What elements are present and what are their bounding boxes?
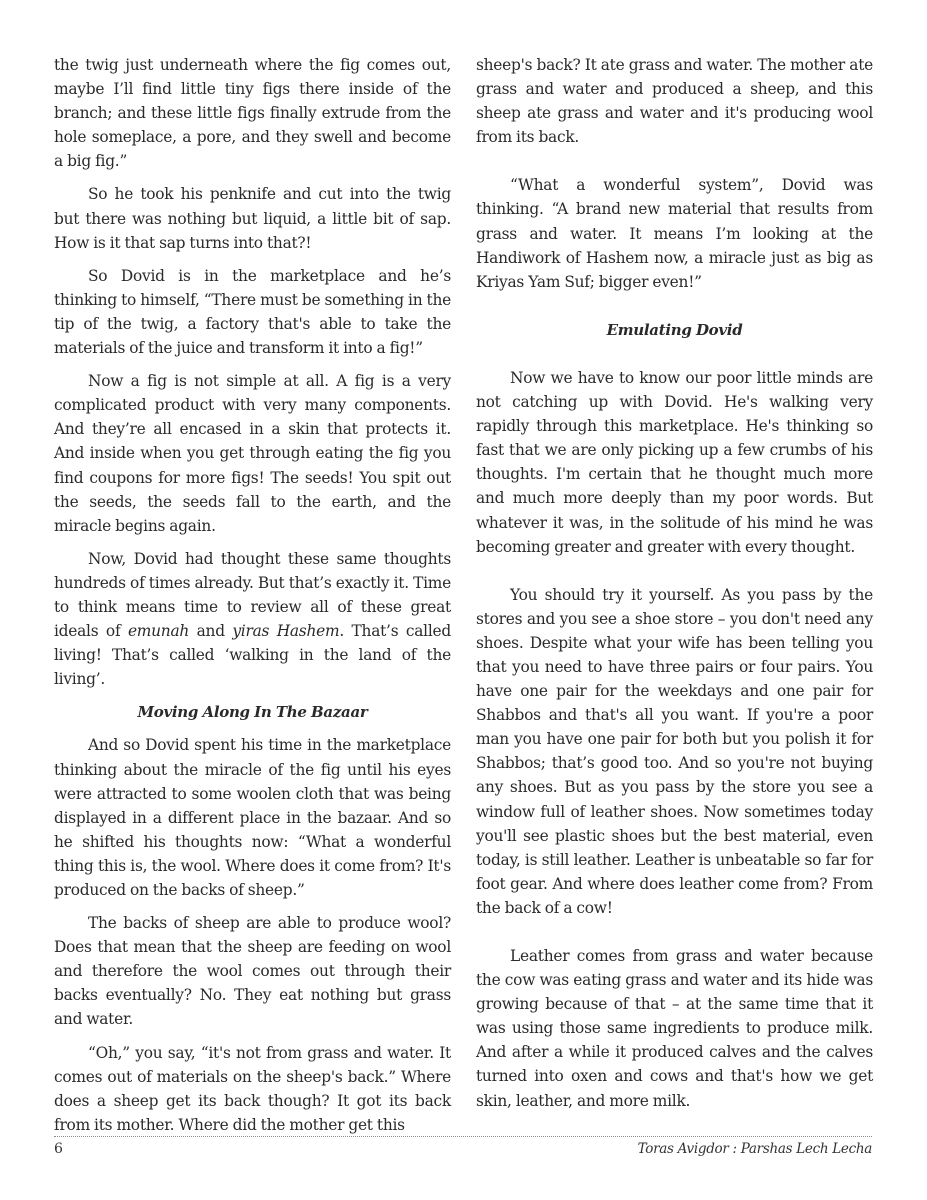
text-run: Now, Dovid had thought these same thoughts hundreds of times already. But that’s exactly it. Time to think means time to review all of these great ideals of — [54, 549, 451, 641]
text-run: . That’s called living! That’s called ‘walking in the land of the living’. — [54, 622, 451, 689]
page-number: 6 — [54, 1141, 63, 1157]
paragraph: Now a fig is not simple at all. A fig is a very complicated product with very many components. And they’re all encased in a skin that protects it. And inside when you get through eating the fig you find coupons for more figs! The seeds! You spit out the seeds, the seeds fall to the earth, and the miracle begins again. — [54, 372, 451, 535]
section-heading: Moving Along In The Bazaar — [137, 703, 368, 722]
paragraph: sheep's back? It ate grass and water. The mother ate grass and water and produced a sheep, and this sheep ate grass and water and it's producing wool from its back. — [476, 56, 873, 147]
right-column — [476, 53, 873, 1122]
paragraph: “Oh,” you say, “it's not from grass and water. It comes out of materials on the sheep's back.” Where does a sheep get its back though? It got its back from its mother. Where did the mother get this — [54, 1043, 451, 1134]
paragraph: So Dovid is in the marketplace and he’s thinking to himself, “There must be something in the tip of the twig, a factory that's able to take the materials of the juice and transform it into a fig!” — [54, 266, 451, 358]
footer-divider — [54, 1136, 872, 1137]
italic-term: yiras Hashem — [232, 622, 340, 641]
paragraph: Leather comes from grass and water because the cow was eating grass and water and its hide was growing because of that – at the same time that it was using those same ingredients to produce milk. And after a while it produced calves and the calves turned into oxen and cows and that's how we get skin, leather, and more milk. — [476, 947, 873, 1110]
running-title: Toras Avigdor : Parshas Lech Lecha — [637, 1141, 872, 1157]
left-column — [54, 53, 451, 1146]
paragraph: The backs of sheep are able to produce wool? Does that mean that the sheep are feeding on wool and therefore the wool comes out through their backs eventually? No. They eat nothing but grass and water. — [54, 914, 451, 1029]
paragraph: “What a wonderful system”, Dovid was thinking. “A brand new material that results from grass and water. It means I’m looking at the Handiwork of Hashem now, a miracle just as big as Kriyas Yam Suf; bigger even!” — [476, 176, 873, 291]
paragraph: the twig just underneath where the fig comes out, maybe I’ll find little tiny figs there inside of the branch; and these little figs finally extrude from the hole someplace, a pore, and they swell and become a big fig.” — [54, 56, 451, 171]
paragraph: And so Dovid spent his time in the marketplace thinking about the miracle of the fig until his eyes were attracted to some woolen cloth that was being displayed in a different place in the bazaar. And so he shifted his thoughts now: “What a wonderful thing this is, the wool. Where does it come from? It's produced on the backs of sheep.” — [54, 736, 451, 899]
paragraph: You should try it yourself. As you pass by the stores and you see a shoe store – you don't need any shoes. Despite what your wife has been telling you that you need to have three pairs or four pairs. You have one pair for the weekdays and one pair for Shabbos and that's all you want. If you're a poor man you have one pair for both but you polish it for Shabbos; that’s good too. And so you're not buying any shoes. But as you pass by the store you see a window full of leather shoes. Now sometimes today you'll see plastic shoes but the best material, even today, is still leather. Leather is unbeatable so far for foot gear. And where does leather come from? From the back of a cow! — [476, 585, 873, 917]
paragraph: Now we have to know our poor little minds are not catching up with Dovid. He's walking very rapidly through this marketplace. He's thinking so fast that we are only picking up a few crumbs of his thoughts. I'm certain that he thought much more and much more deeply than my poor words. But whatever it was, in the solitude of his mind he was becoming greater and greater with every thought. — [476, 368, 873, 556]
italic-term: emunah — [127, 622, 190, 641]
paragraph: So he took his penknife and cut into the twig but there was nothing but liquid, a little bit of sap. How is it that sap turns into that?! — [54, 185, 451, 252]
section-heading: Emulating Dovid — [606, 320, 743, 339]
paragraph — [54, 547, 451, 692]
text-run: and — [189, 622, 233, 641]
